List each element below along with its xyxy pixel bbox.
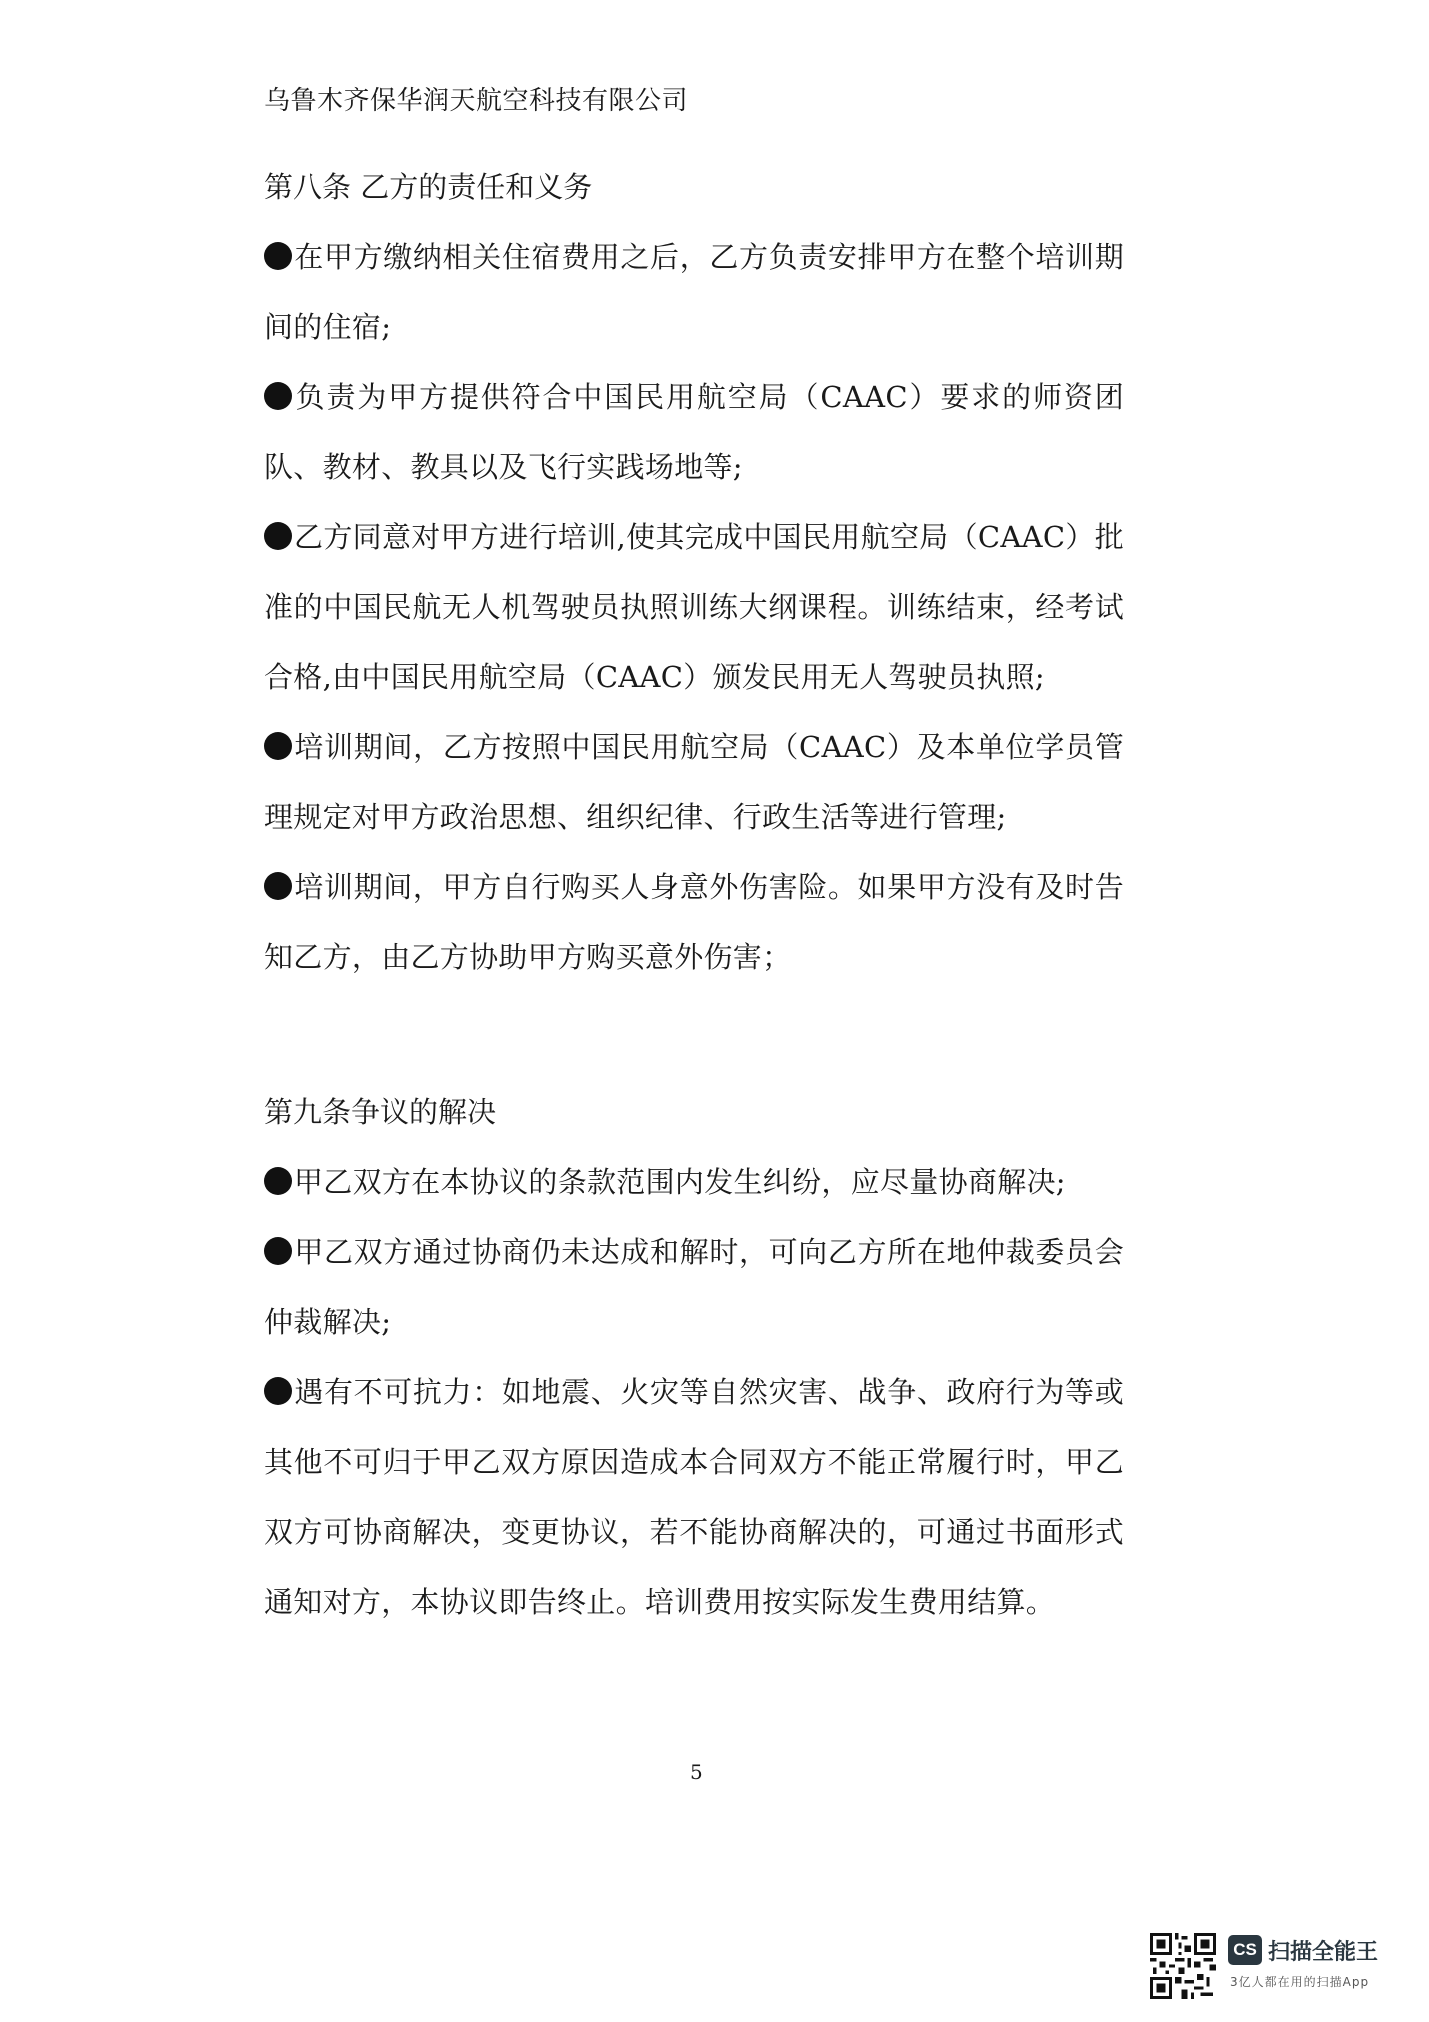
brand-tagline: 3亿人都在用的扫描App <box>1230 1975 1370 1989</box>
article8-item-5: 培训期间，甲方自行购买人身意外伤害险。如果甲方没有及时告知乙方，由乙方协助甲方购买意外伤害； <box>264 870 1124 974</box>
bullet-icon <box>264 1377 292 1405</box>
bullet-icon <box>264 242 292 270</box>
article9-item-3: 遇有不可抗力：如地震、火灾等自然灾害、战争、政府行为等或其他不可归于甲乙双方原因造成本合同双方不能正常履行时，甲乙双方可协商解决，变更协议，若不能协商解决的，可通过书面形式通知对方，本协议即告终止。培训费用按实际发生费用结算。 <box>264 1375 1124 1619</box>
article8-item-4: 培训期间，乙方按照中国民用航空局（CAAC）及本单位学员管理规定对甲方政治思想、组织纪律、行政生活等进行管理; <box>264 730 1124 834</box>
bullet-icon <box>264 732 292 760</box>
cs-logo: CS <box>1228 1935 1262 1965</box>
article9-title: 第九条争议的解决 <box>264 1095 497 1129</box>
qr-code-icon <box>1150 1933 1216 1999</box>
brand-name: 扫描全能王 <box>1268 1940 1379 1965</box>
article8-item-3: 乙方同意对甲方进行培训,使其完成中国民用航空局（CAAC）批准的中国民航无人机驾驶员执照训练大纲课程。训练结束，经考试合格,由中国民用航空局（CAAC）颁发民用无人驾驶员执照; <box>264 520 1124 694</box>
article8-title: 第八条 乙方的责任和义务 <box>264 170 593 204</box>
bullet-icon <box>264 382 292 410</box>
article9-item-1: 甲乙双方在本协议的条款范围内发生纠纷，应尽量协商解决; <box>264 1147 1124 1217</box>
bullet-icon <box>264 522 292 550</box>
bullet-icon <box>264 1167 292 1195</box>
bullet-icon <box>264 872 292 900</box>
company-header: 乌鲁木齐保华润天航空科技有限公司 <box>264 86 689 116</box>
page-number: 5 <box>690 1760 703 1784</box>
scanner-watermark <box>1150 1933 1400 2003</box>
article9-item-2: 甲乙双方通过协商仍未达成和解时，可向乙方所在地仲裁委员会仲裁解决; <box>264 1235 1124 1339</box>
bullet-icon <box>264 1237 292 1265</box>
article8-item-2: 负责为甲方提供符合中国民用航空局（CAAC）要求的师资团队、教材、教具以及飞行实践场地等; <box>264 380 1124 484</box>
article8-item-1: 在甲方缴纳相关住宿费用之后，乙方负责安排甲方在整个培训期间的住宿; <box>264 240 1124 344</box>
